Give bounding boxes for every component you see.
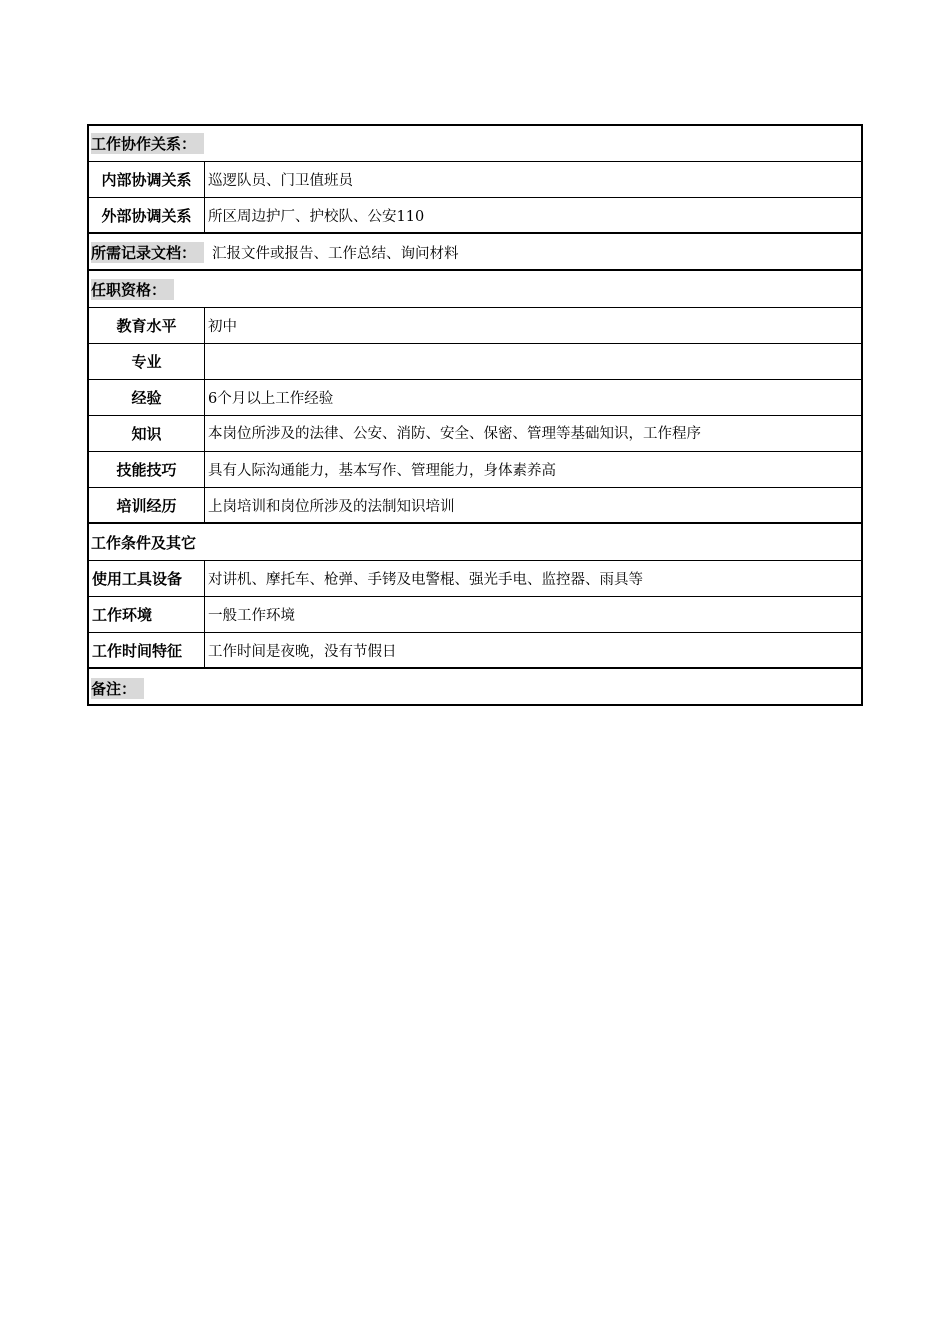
internal-coordination-value: 巡逻队员、门卫值班员 — [208, 173, 353, 189]
tools-label: 使用工具设备 — [89, 561, 205, 596]
external-coordination-label: 外部协调关系 — [89, 198, 205, 232]
internal-coordination-label: 内部协调关系 — [89, 162, 205, 197]
qualifications-header-row — [89, 272, 861, 308]
training-value: 上岗培训和岗位所涉及的法制知识培训 — [208, 498, 455, 515]
job-description-table — [87, 124, 863, 706]
qualification-row-knowledge — [89, 416, 861, 452]
qualifications-title: 任职资格： — [91, 279, 174, 300]
experience-value: 6个月以上工作经验 — [208, 391, 334, 407]
condition-row-work-hours — [89, 633, 861, 669]
qualification-row-experience — [89, 380, 861, 416]
conditions-header-row — [89, 525, 861, 561]
knowledge-value: 本岗位所涉及的法律、公安、消防、安全、保密、管理等基础知识，工作程序 — [208, 426, 701, 442]
qualification-row-training — [89, 488, 861, 524]
qualification-row-skills — [89, 452, 861, 488]
records-row — [89, 235, 861, 271]
skills-label: 技能技巧 — [89, 452, 205, 487]
records-label: 所需记录文档： — [91, 242, 204, 263]
environment-label: 工作环境 — [89, 597, 205, 632]
remarks-label: 备注： — [91, 678, 144, 699]
external-coordination-row — [89, 198, 861, 234]
remarks-row — [89, 670, 861, 706]
qualification-row-major — [89, 344, 861, 380]
experience-label: 经验 — [89, 380, 205, 415]
knowledge-label: 知识 — [89, 416, 205, 451]
cooperation-title: 工作协作关系： — [91, 133, 204, 154]
work-hours-label: 工作时间特征 — [89, 633, 205, 667]
condition-row-environment — [89, 597, 861, 633]
education-label: 教育水平 — [89, 308, 205, 343]
training-label: 培训经历 — [89, 488, 205, 522]
records-value: 汇报文件或报告、工作总结、询问材料 — [212, 245, 459, 262]
education-value: 初中 — [208, 319, 237, 335]
qualification-row-education — [89, 308, 861, 344]
environment-value: 一般工作环境 — [208, 608, 295, 624]
cooperation-header-row — [89, 126, 861, 162]
internal-coordination-row — [89, 162, 861, 198]
work-hours-value: 工作时间是夜晚，没有节假日 — [208, 643, 397, 660]
tools-value: 对讲机、摩托车、枪弹、手铐及电警棍、强光手电、监控器、雨具等 — [208, 572, 643, 588]
external-coordination-value: 所区周边护厂、护校队、公安110 — [208, 208, 425, 225]
major-label: 专业 — [89, 344, 205, 379]
condition-row-tools — [89, 561, 861, 597]
conditions-title: 工作条件及其它 — [91, 534, 197, 552]
skills-value: 具有人际沟通能力，基本写作、管理能力，身体素养高 — [208, 463, 556, 479]
major-value — [205, 344, 861, 379]
